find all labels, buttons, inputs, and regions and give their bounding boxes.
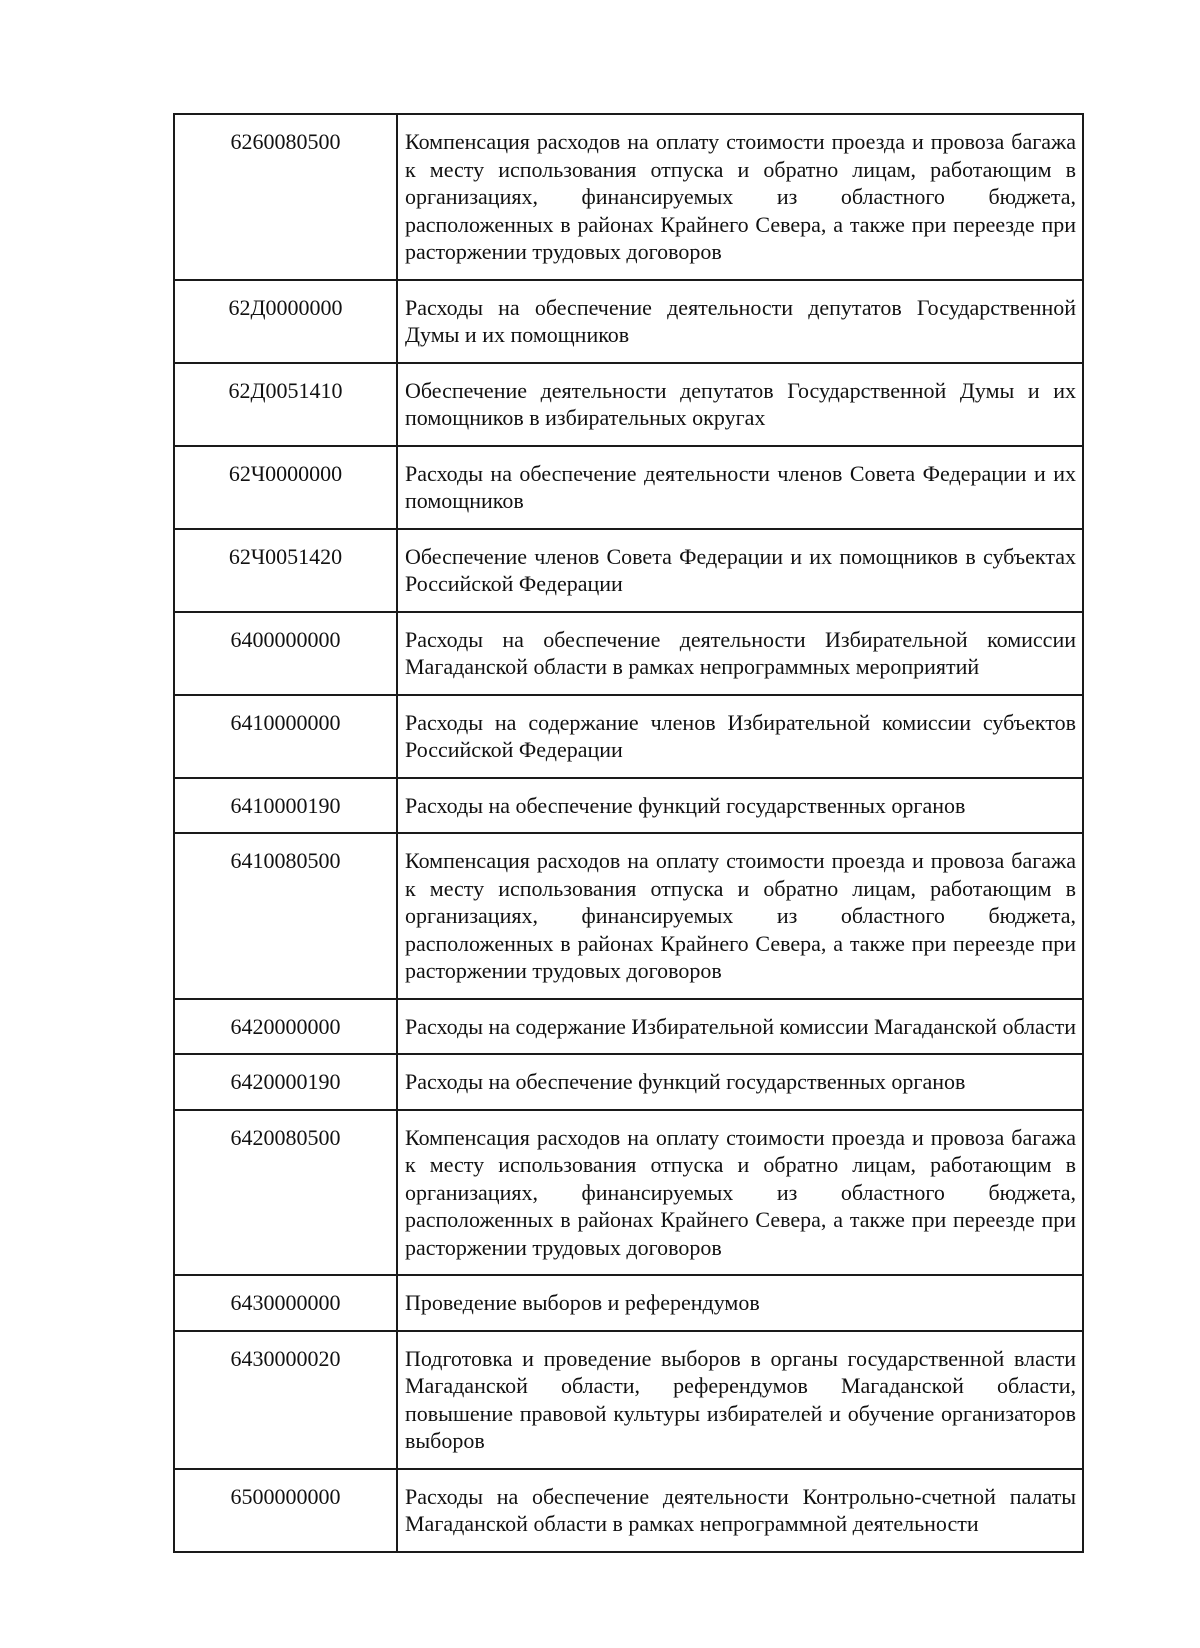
target-article-code: 6400000000 [174, 612, 397, 695]
table-row [174, 1331, 1083, 1469]
table-row [174, 695, 1083, 778]
target-article-code: 6410080500 [174, 833, 397, 999]
budget-classification-table [173, 113, 1084, 1553]
expense-description: Расходы на содержание Избирательной комиссии Магаданской области [397, 999, 1083, 1055]
expense-description: Обеспечение членов Совета Федерации и их помощников в субъектах Российской Федерации [397, 529, 1083, 612]
expense-description: Компенсация расходов на оплату стоимости проезда и провоза багажа к месту использования отпуска и обратно лицам, работающим в организациях, финансируемых из областного бюджета, расположенных в районах Крайнего Севера, а также при переезде при расторжении трудовых договоров [397, 114, 1083, 280]
target-article-code: 6420000190 [174, 1054, 397, 1110]
target-article-code: 6430000000 [174, 1275, 397, 1331]
table-row [174, 529, 1083, 612]
target-article-code: 6430000020 [174, 1331, 397, 1469]
table-row [174, 114, 1083, 280]
table-row [174, 833, 1083, 999]
target-article-code: 62Д0000000 [174, 280, 397, 363]
expense-description: Расходы на обеспечение функций государственных органов [397, 1054, 1083, 1110]
table-row [174, 280, 1083, 363]
table-row [174, 363, 1083, 446]
table-row [174, 778, 1083, 834]
table-row [174, 1054, 1083, 1110]
expense-description: Компенсация расходов на оплату стоимости проезда и провоза багажа к месту использования отпуска и обратно лицам, работающим в организациях, финансируемых из областного бюджета, расположенных в районах Крайнего Севера, а также при переезде при расторжении трудовых договоров [397, 833, 1083, 999]
target-article-code: 6260080500 [174, 114, 397, 280]
table-row [174, 612, 1083, 695]
table-row [174, 1110, 1083, 1276]
target-article-code: 6410000190 [174, 778, 397, 834]
expense-description: Компенсация расходов на оплату стоимости проезда и провоза багажа к месту использования отпуска и обратно лицам, работающим в организациях, финансируемых из областного бюджета, расположенных в районах Крайнего Севера, а также при переезде при расторжении трудовых договоров [397, 1110, 1083, 1276]
expense-description: Проведение выборов и референдумов [397, 1275, 1083, 1331]
target-article-code: 62Ч0051420 [174, 529, 397, 612]
expense-description: Расходы на обеспечение деятельности депутатов Государственной Думы и их помощников [397, 280, 1083, 363]
table-row [174, 1275, 1083, 1331]
expense-description: Обеспечение деятельности депутатов Государственной Думы и их помощников в избирательных округах [397, 363, 1083, 446]
expense-description: Расходы на обеспечение функций государственных органов [397, 778, 1083, 834]
expense-description: Расходы на содержание членов Избирательной комиссии субъектов Российской Федерации [397, 695, 1083, 778]
table-row [174, 999, 1083, 1055]
expense-description: Расходы на обеспечение деятельности Контрольно-счетной палаты Магаданской области в рамках непрограммной деятельности [397, 1469, 1083, 1552]
target-article-code: 62Д0051410 [174, 363, 397, 446]
target-article-code: 62Ч0000000 [174, 446, 397, 529]
table-row [174, 1469, 1083, 1552]
expense-description: Подготовка и проведение выборов в органы государственной власти Магаданской области, референдумов Магаданской области, повышение правовой культуры избирателей и обучение организаторов выборов [397, 1331, 1083, 1469]
target-article-code: 6420000000 [174, 999, 397, 1055]
target-article-code: 6500000000 [174, 1469, 397, 1552]
expense-description: Расходы на обеспечение деятельности членов Совета Федерации и их помощников [397, 446, 1083, 529]
target-article-code: 6420080500 [174, 1110, 397, 1276]
target-article-code: 6410000000 [174, 695, 397, 778]
expense-description: Расходы на обеспечение деятельности Избирательной комиссии Магаданской области в рамках непрограммных мероприятий [397, 612, 1083, 695]
table-row [174, 446, 1083, 529]
